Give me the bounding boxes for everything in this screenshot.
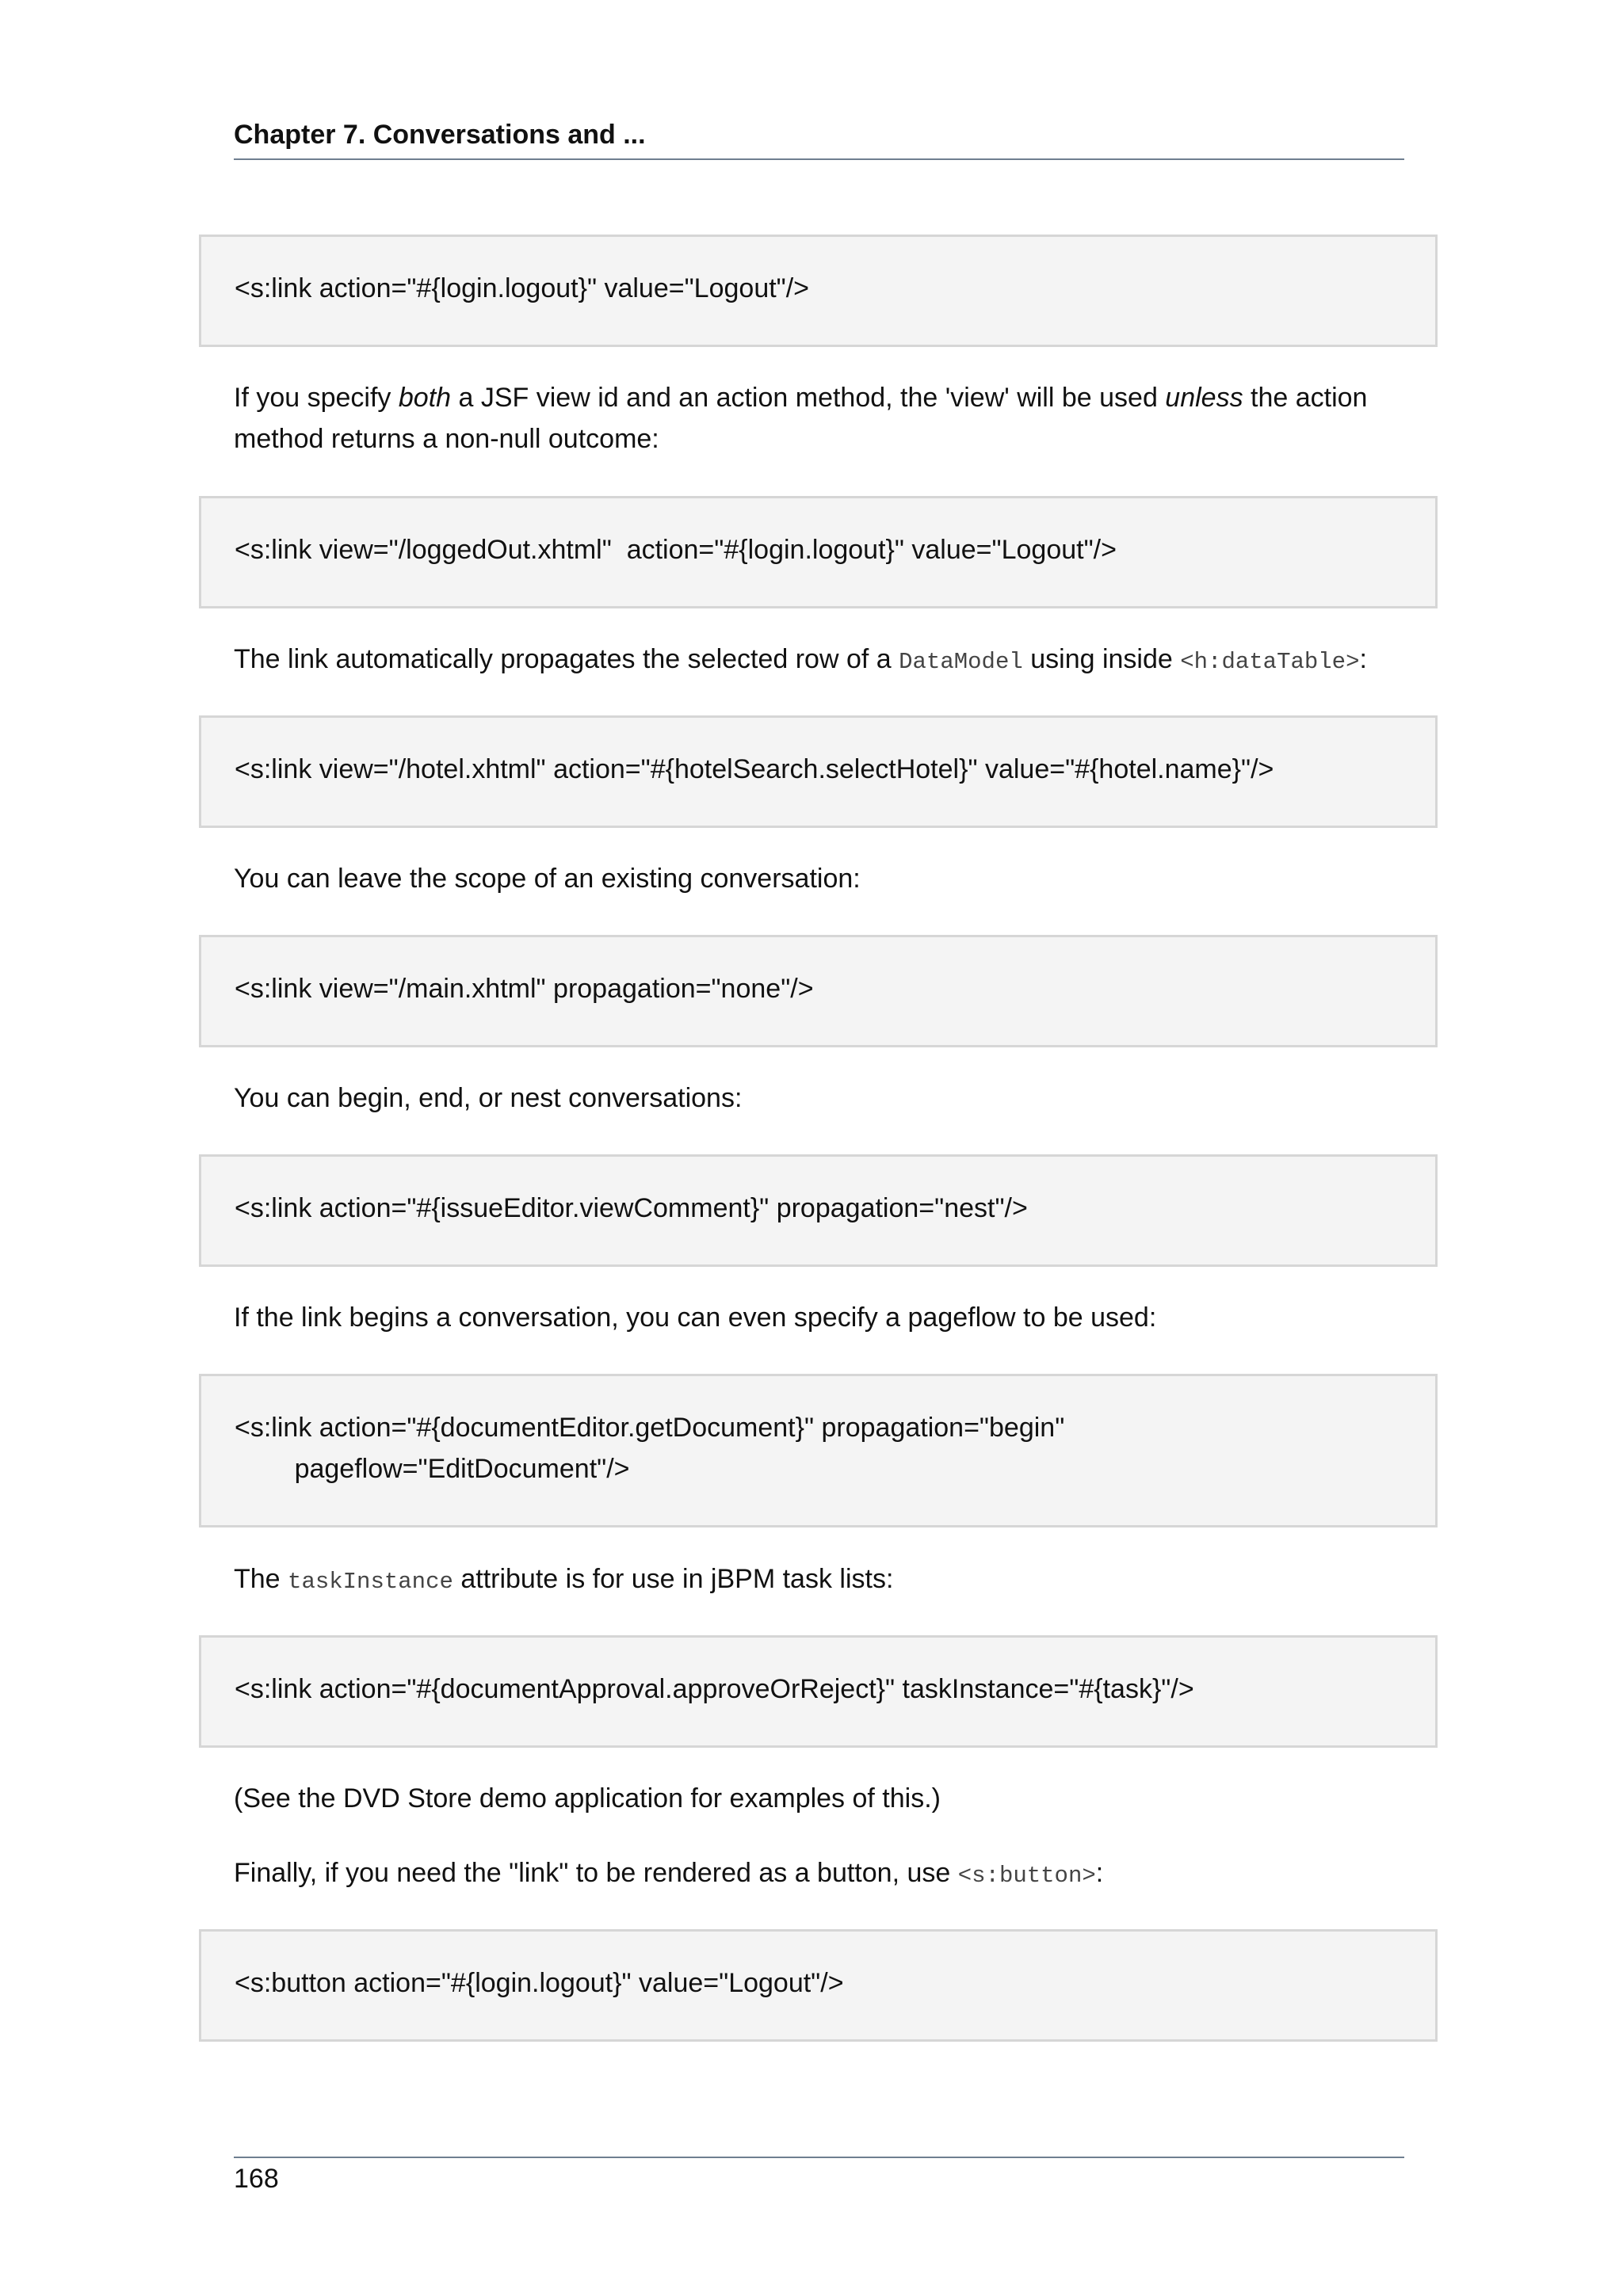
emphasis-unless: unless	[1165, 383, 1243, 413]
text-segment: The link automatically propagates the selected row of a	[234, 644, 899, 674]
text-segment: If you specify	[234, 383, 399, 413]
text-segment: The	[234, 1564, 288, 1594]
code-inline-datatable: <h:dataTable>	[1180, 649, 1360, 675]
code-block-task-instance: <s:link action="#{documentApproval.approveOrReject}" taskInstance="#{task}"/>	[199, 1635, 1438, 1748]
chapter-title: Chapter 7. Conversations and ...	[234, 120, 646, 150]
code-block-view-and-action: <s:link view="/loggedOut.xhtml" action="#{login.logout}" value="Logout"/>	[199, 496, 1438, 608]
code-inline-taskinstance: taskInstance	[288, 1569, 453, 1595]
paragraph-dvd-store: (See the DVD Store demo application for examples of this.)	[234, 1783, 941, 1814]
paragraph-button	[234, 1852, 1404, 1897]
paragraph-datamodel	[234, 639, 1404, 683]
text-segment: Finally, if you need the "link" to be rendered as a button, use	[234, 1858, 958, 1888]
code-block-hotel-link: <s:link view="/hotel.xhtml" action="#{hotelSearch.selectHotel}" value="#{hotel.name}"/>	[199, 715, 1438, 828]
footer-divider	[234, 2157, 1404, 2158]
paragraph-pageflow: If the link begins a conversation, you can even specify a pageflow to be used:	[234, 1302, 1157, 1333]
code-block-logout-link: <s:link action="#{login.logout}" value="Logout"/>	[199, 235, 1438, 347]
emphasis-both: both	[398, 383, 452, 413]
paragraph-leave-scope: You can leave the scope of an existing conversation:	[234, 864, 861, 894]
code-block-propagation-none: <s:link view="/main.xhtml" propagation="none"/>	[199, 935, 1438, 1047]
text-segment: :	[1095, 1858, 1104, 1888]
page-number: 168	[234, 2164, 279, 2194]
text-segment: the action method returns a non-null outcome:	[234, 383, 1368, 454]
paragraph-view-and-action	[234, 377, 1404, 460]
paragraph-task-instance	[234, 1558, 1404, 1603]
code-inline-datamodel: DataModel	[899, 649, 1023, 675]
code-block-pageflow: <s:link action="#{documentEditor.getDocument}" propagation="begin" pageflow="EditDocument"/>	[199, 1374, 1438, 1527]
text-segment: attribute is for use in jBPM task lists:	[453, 1564, 894, 1594]
text-segment: using inside	[1022, 644, 1181, 674]
header-divider	[234, 158, 1404, 160]
text-segment: :	[1359, 644, 1367, 674]
text-segment: a JSF view id and an action method, the 'view' will be used	[451, 383, 1166, 413]
code-inline-s-button: <s:button>	[957, 1863, 1096, 1889]
paragraph-begin-end-nest: You can begin, end, or nest conversations:	[234, 1083, 743, 1113]
code-block-s-button: <s:button action="#{login.logout}" value="Logout"/>	[199, 1929, 1438, 2042]
code-block-propagation-nest: <s:link action="#{issueEditor.viewComment}" propagation="nest"/>	[199, 1154, 1438, 1267]
